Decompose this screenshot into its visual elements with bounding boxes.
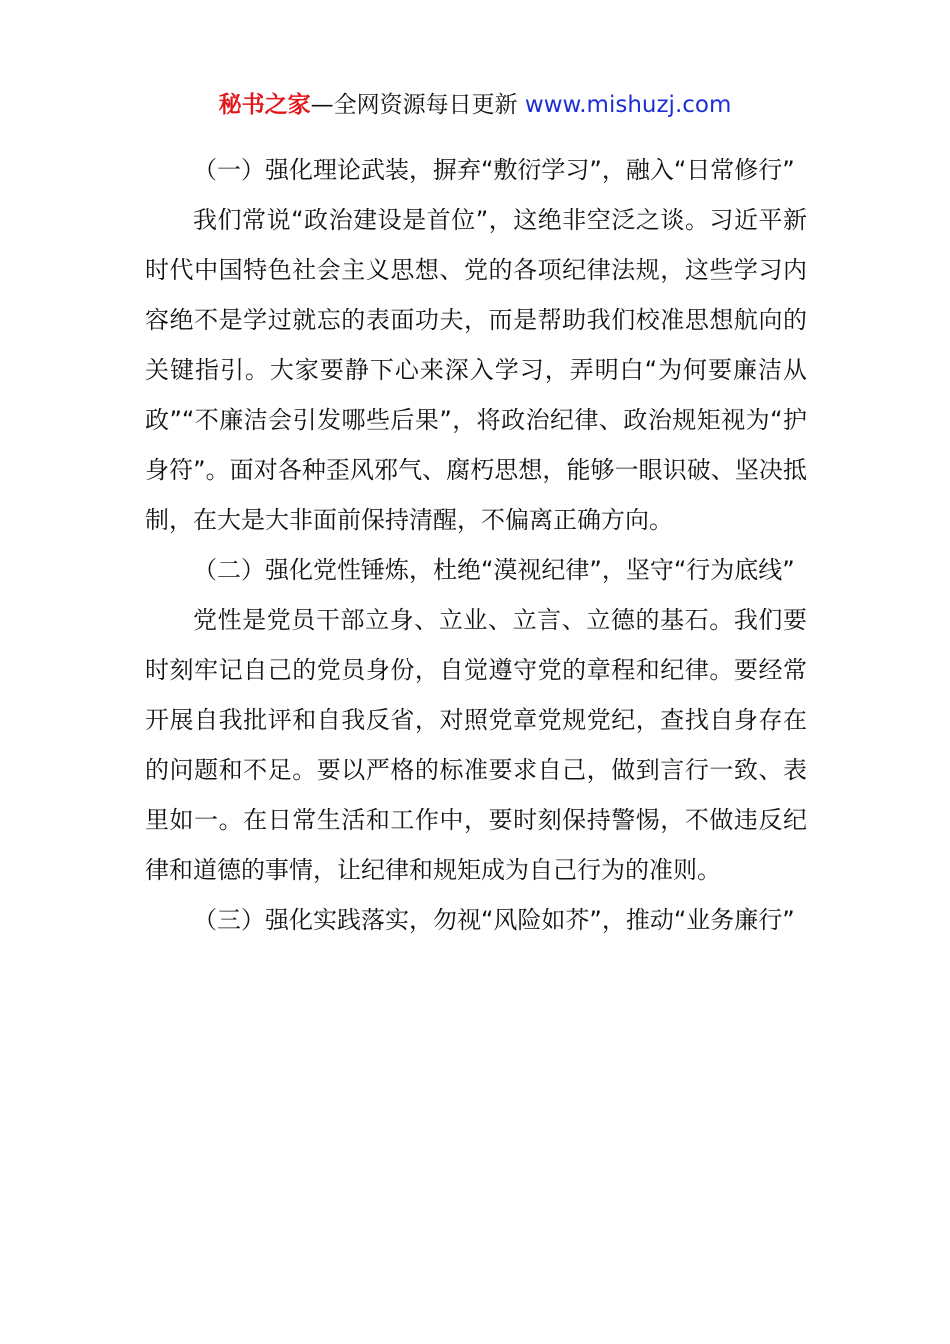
site-tagline: —全网资源每日更新 (310, 92, 518, 118)
document-body (145, 145, 807, 945)
section-heading-2: （二）强化党性锤炼，杜绝“漠视纪律”，坚守“行为底线” (193, 556, 795, 584)
section-heading-3: （三）强化实践落实，勿视“风险如芥”，推动“业务廉行” (193, 906, 795, 934)
body-paragraph-1: 我们常说“政治建设是首位”，这绝非空泛之谈。习近平新时代中国特色社会主义思想、党的各项纪律法规，这些学习内容绝不是学过就忘的表面功夫，而是帮助我们校准思想航向的关键指引。大家要静下心来深入学习，弄明白“为何要廉洁从政”“不廉洁会引发哪些后果”，将政治纪律、政治规矩视为“护身符”。面对各种歪风邪气、腐朽思想，能够一眼识破、坚决抵制，在大是大非面前保持清醒，不偏离正确方向。 (145, 206, 807, 534)
site-url-link[interactable]: www.mishuzj.com (524, 92, 732, 118)
site-brand: 秘书之家 (218, 92, 311, 118)
section-heading-1: （一）强化理论武装，摒弃“敷衍学习”，融入“日常修行” (193, 156, 795, 184)
body-paragraph-2: 党性是党员干部立身、立业、立言、立德的基石。我们要时刻牢记自己的党员身份，自觉遵守党的章程和纪律。要经常开展自我批评和自我反省，对照党章党规党纪，查找自身存在的问题和不足。要以严格的标准要求自己，做到言行一致、表里如一。在日常生活和工作中，要时刻保持警惕，不做违反纪律和道德的事情，让纪律和规矩成为自己行为的准则。 (145, 606, 807, 884)
site-header (0, 88, 950, 122)
